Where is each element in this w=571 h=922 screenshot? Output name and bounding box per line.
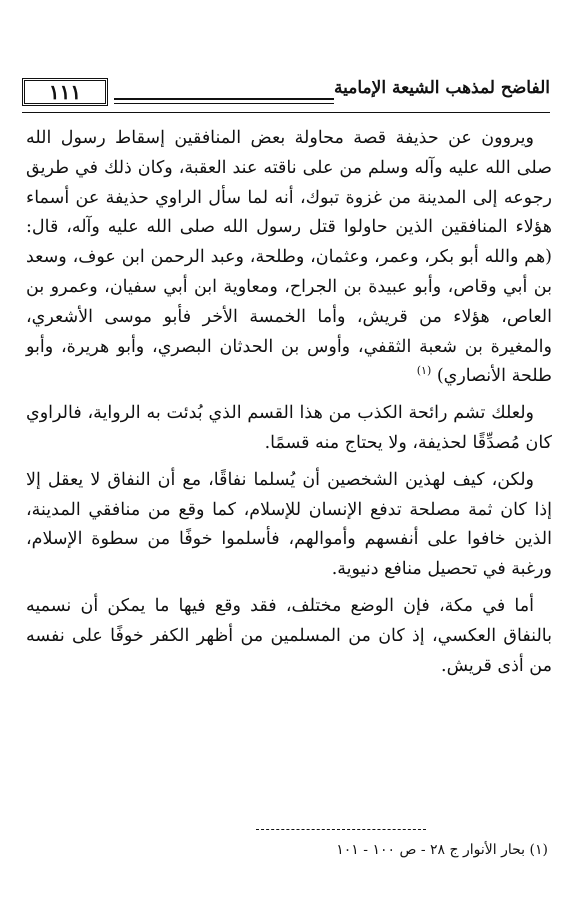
running-title: الفاضح لمذهب الشيعة الإمامية [333, 78, 550, 98]
header-underline [22, 112, 550, 113]
footnote: (١) بحار الأنوار ج ٢٨ - ص ١٠٠ - ١٠١ [336, 842, 548, 858]
page-number: ١١١ [22, 78, 108, 106]
footnote-marker: (١) [416, 364, 432, 378]
paragraph-3: ولكن، كيف لهذين الشخصين أن يُسلما نفاقًا، مع أن النفاق لا يعقل إلا إذا كان ثمة مصلحة تدفع الإنسان للإسلام، كما وقع من منافقي المدينة، الذين خافوا على أنفسهم وأموالهم، فأسلموا خوفًا من سطوة الإسلام، ورغبة في تحصيل منافع دنيوية. [26, 469, 552, 580]
paragraph-1 [26, 124, 552, 392]
paragraph-1-text: ويروون عن حذيفة قصة محاولة بعض المنافقين إسقاط رسول الله صلى الله عليه وآله وسلم من على ناقته عند العقبة، وكان ذلك في طريق رجوعه إلى المدينة من غزوة تبوك، أنه لما سأل الراوي حذيفة عن أسماء هؤلاء المنافقين الذين حاولوا قتل رسول الله صلى الله عليه وآله، قال: (هم والله أبو بكر، وعمر، وعثمان، وطلحة، وعبد الرحمن ابن عوف، وسعد بن أبي وقاص، وأبو عبيدة بن الجراح، ومعاوية ابن أبي سفيان، وعمرو بن العاص، هؤلاء من قريش، وأما الخمسة الأخر فأبو موسى الأشعري، والمغيرة بن شعبة الثقفي، وأوس بن الحدثان البصري، وأبو هريرة، وأبو طلحة الأنصاري) [26, 128, 552, 387]
header-rule-thin [114, 103, 334, 104]
page-header [22, 78, 550, 118]
body-text [26, 124, 552, 688]
footnote-divider [256, 829, 426, 830]
header-rule [114, 98, 334, 100]
paragraph-4: أما في مكة، فإن الوضع مختلف، فقد وقع فيها ما يمكن أن نسميه بالنفاق العكسي، إذ كان من المسلمين من أظهر الكفر خوفًا على نفسه من أذى قريش. [26, 595, 552, 676]
paragraph-2: ولعلك تشم رائحة الكذب من هذا القسم الذي بُدئت به الرواية، فالراوي كان مُصدِّقًا لحذيفة، ولا يحتاج منه قسمًا. [26, 403, 552, 453]
